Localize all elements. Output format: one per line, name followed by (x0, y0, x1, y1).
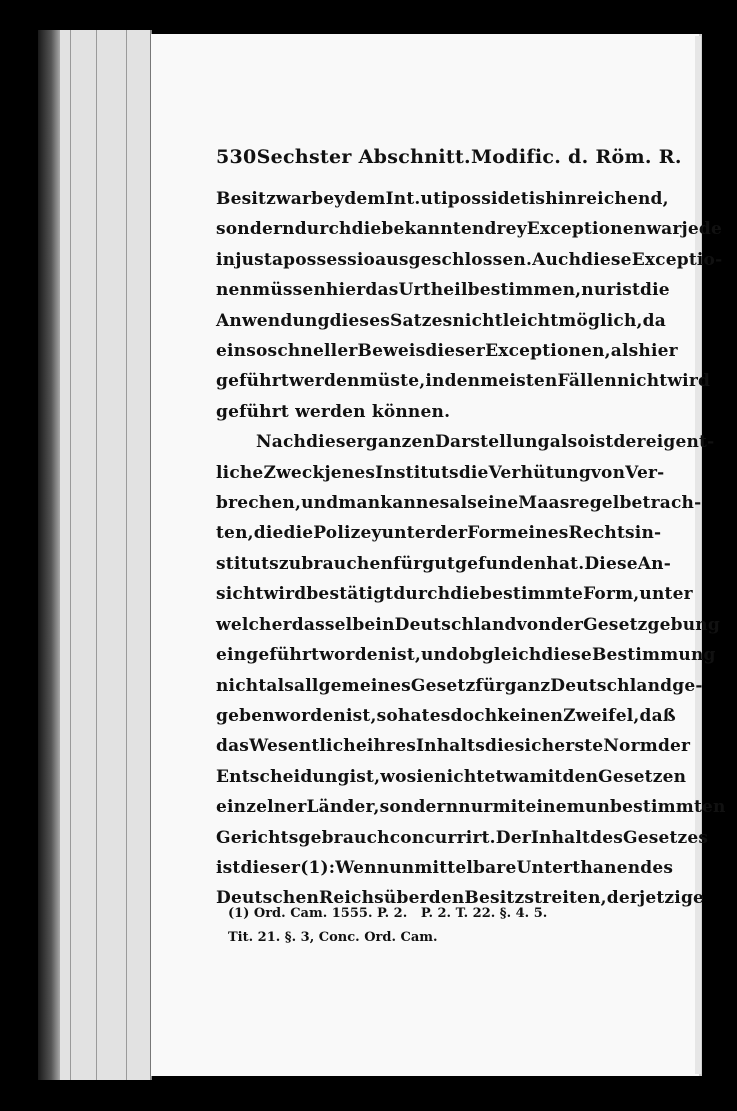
word: diese (581, 249, 632, 270)
word: einzelner (216, 797, 307, 818)
word: unbestimmten (584, 797, 726, 818)
word: sondern (379, 797, 459, 818)
word: des (590, 827, 623, 848)
word: als (610, 341, 639, 362)
word: Entscheidung (216, 766, 350, 787)
word: Int. (385, 189, 421, 209)
word: brechen, (216, 493, 302, 514)
word: in (375, 614, 395, 635)
word: jetzige (639, 888, 705, 909)
word: Zweck (263, 462, 325, 483)
word: nicht (434, 766, 485, 787)
word: ist, (349, 766, 381, 787)
word: Der (495, 827, 531, 848)
text-line (216, 579, 693, 609)
word: von (516, 614, 551, 635)
word: durch (294, 219, 352, 240)
text-line (216, 701, 676, 731)
word: diese (541, 645, 592, 666)
page-text (216, 142, 726, 914)
word: geführt (216, 371, 289, 392)
word: Zweifel, (563, 705, 640, 726)
text-line (216, 306, 666, 336)
word: Nach (256, 432, 307, 453)
word: als (449, 493, 478, 514)
word: gefunden (455, 553, 547, 574)
word: Gesetzes (622, 827, 709, 848)
word: schneller (267, 341, 358, 362)
word: werden (288, 371, 360, 392)
word: liche (216, 462, 264, 483)
word: bestimmte (480, 584, 584, 605)
word: als (266, 675, 295, 696)
text-line (216, 671, 703, 701)
word: Exceptionen (526, 219, 647, 240)
text-line (216, 275, 670, 305)
word: dasselbe (291, 614, 376, 635)
word: unter (639, 584, 693, 605)
word: der (613, 432, 646, 453)
word: obgleich (458, 645, 542, 666)
word: der (657, 736, 691, 757)
text-line (216, 792, 726, 822)
word: nicht (452, 310, 503, 331)
word: über (383, 888, 429, 909)
word: stituts (216, 553, 279, 574)
word: possessio (283, 249, 376, 270)
text-line (216, 184, 669, 214)
word: Länder, (306, 797, 380, 818)
word: den (428, 888, 465, 909)
word: Gesetz (410, 675, 476, 696)
word: Unterthanen (516, 857, 641, 878)
word: eines (517, 523, 569, 544)
word: allgemeines (294, 675, 411, 696)
word: müste, (359, 371, 426, 392)
short-title: Modific. d. Röm. R. (470, 146, 682, 168)
word: nen (216, 280, 253, 301)
word: An- (637, 553, 671, 574)
word: Inhalt (530, 827, 591, 848)
word: concurrirt. (389, 827, 496, 848)
footnote-line: Tit. 21. §. 3, Conc. Ord. Cam. (228, 930, 438, 945)
word: Verhütung (488, 462, 591, 483)
word: dieser (425, 341, 486, 362)
footnote-line: (1) Ord. Cam. 1555. P. 2. P. 2. T. 22. §. 4. 5. (228, 906, 548, 921)
word: Urtheil (398, 280, 468, 301)
word: ist (588, 432, 614, 453)
word: Instituts (375, 462, 459, 483)
spine-shadow (38, 30, 60, 1080)
word: also (549, 432, 589, 453)
word: es (429, 705, 451, 726)
word: nur (458, 797, 493, 818)
word: zu (278, 553, 302, 574)
word: eingeführt (216, 645, 320, 666)
word: unter (381, 523, 435, 544)
text-line (216, 518, 662, 548)
word: nicht (616, 371, 668, 392)
word: einem (525, 797, 585, 818)
word: Norm (603, 736, 658, 757)
word: durch (393, 584, 451, 605)
word: Darstellung (435, 432, 550, 453)
word: dieser (306, 432, 366, 453)
word: bey (311, 189, 345, 209)
word: doch (450, 705, 498, 726)
word: wo (380, 766, 407, 787)
word: ein (216, 341, 247, 362)
word: ist (615, 280, 641, 301)
body-text (216, 184, 726, 914)
word: so (246, 341, 268, 362)
word: (1): (300, 857, 336, 878)
word: wird (263, 584, 307, 605)
running-title: Sechster Abschnitt. (256, 146, 471, 168)
word: bestätigt (306, 584, 394, 605)
word: hinreichend, (545, 189, 669, 209)
text-line (216, 488, 702, 518)
word: sie (406, 766, 435, 787)
text-line (216, 366, 711, 396)
word: Gesetzen (598, 766, 687, 787)
word: hat. (546, 553, 585, 574)
word: mit (492, 797, 526, 818)
word: ist, (345, 705, 377, 726)
word: die (351, 219, 382, 240)
word: Exceptionen, (485, 341, 611, 362)
word: der (434, 523, 468, 544)
word: Deutschland (394, 614, 517, 635)
word: ten, (216, 523, 254, 544)
page-edge (695, 36, 701, 1074)
word: Besitz (464, 888, 525, 909)
word: eigent- (645, 432, 715, 453)
word: ganzen (365, 432, 436, 453)
word: es (428, 493, 450, 514)
word: uti (420, 189, 448, 209)
word: des (640, 857, 674, 878)
word: die (283, 523, 314, 544)
text-line (216, 549, 671, 579)
word: die (450, 584, 481, 605)
word: keinen (497, 705, 564, 726)
word: drey (484, 219, 527, 240)
text-line (216, 640, 716, 670)
word: Form (467, 523, 518, 544)
word: von (590, 462, 626, 483)
spine-edge-line (96, 30, 97, 1080)
word: ganz (504, 675, 551, 696)
text-line (216, 458, 665, 488)
page-header (216, 142, 682, 172)
word: Auch (532, 249, 582, 270)
word: unmittelbare (389, 857, 517, 878)
word: Rechtsin- (568, 523, 662, 544)
word: hier (638, 341, 678, 362)
page-number: 530 (216, 146, 257, 168)
word: Reichs (319, 888, 384, 909)
text-line (216, 731, 691, 761)
text-line (216, 853, 674, 883)
word: und (301, 493, 339, 514)
word: welcher (216, 614, 292, 635)
word: den (562, 766, 599, 787)
spine-edge-line (70, 30, 71, 1080)
word: da (642, 310, 666, 331)
word: eine (477, 493, 519, 514)
word: Inhalts (416, 736, 485, 757)
word: die (253, 523, 284, 544)
text-line (216, 427, 715, 457)
footnotes (228, 902, 628, 950)
word: den (444, 371, 481, 392)
text-line (216, 762, 687, 792)
word: ihres (366, 736, 417, 757)
word: Anwendung (216, 310, 330, 331)
word: für (475, 675, 505, 696)
word: die (484, 736, 515, 757)
word: betrach- (619, 493, 702, 514)
text-line (216, 610, 720, 640)
word: leicht (502, 310, 559, 331)
word: müssen (252, 280, 327, 301)
word: Exceptio- (631, 249, 723, 270)
word: ist, (390, 645, 421, 666)
word: die (458, 462, 489, 483)
word: dem (344, 189, 386, 209)
word: worden (319, 645, 391, 666)
word: jenes (324, 462, 376, 483)
word: Maasregel (518, 493, 620, 514)
word: daß (639, 705, 676, 726)
word: injusta (216, 249, 284, 270)
word: geben (216, 705, 275, 726)
word: war (275, 189, 312, 209)
word: mit (529, 766, 563, 787)
word: sondern (216, 219, 295, 240)
word: der (606, 888, 640, 909)
text-line (216, 336, 678, 366)
word: hat (397, 705, 430, 726)
word: Satzes (389, 310, 453, 331)
word: für (393, 553, 423, 574)
word: in (425, 371, 445, 392)
word: ausgeschlossen. (375, 249, 533, 270)
word: Polizey (313, 523, 382, 544)
word: so (376, 705, 398, 726)
word: possidetis (447, 189, 546, 209)
word: der (550, 614, 584, 635)
word: möglich, (558, 310, 643, 331)
word: dieses (329, 310, 390, 331)
text-line (216, 214, 723, 244)
word: die (640, 280, 670, 301)
word: Beweis (357, 341, 426, 362)
word: bestimmen, (467, 280, 582, 301)
word: das (216, 736, 250, 757)
word: jede (681, 219, 723, 240)
word: dieser (240, 857, 301, 878)
word: kann (380, 493, 429, 514)
word: ge- (672, 675, 703, 696)
word: nur (581, 280, 616, 301)
word: gut (422, 553, 455, 574)
word: Fällen (557, 371, 617, 392)
word: Gesetzgebung (583, 614, 720, 635)
text-line (216, 823, 709, 853)
word: das (365, 280, 399, 301)
word: Deutschland (550, 675, 673, 696)
word: meisten (480, 371, 558, 392)
word: etwa (484, 766, 530, 787)
word: hier (326, 280, 366, 301)
word: brauchen (301, 553, 394, 574)
word: sicherste (514, 736, 604, 757)
word: Bestimmung (591, 645, 716, 666)
word: war (646, 219, 682, 240)
text-line (216, 245, 723, 275)
word: Gerichtsgebrauch (216, 827, 390, 848)
word: Wesentliche (249, 736, 367, 757)
word: nicht (216, 675, 267, 696)
word: Wenn (335, 857, 390, 878)
word: und (421, 645, 459, 666)
word: wird (667, 371, 711, 392)
word: Besitz (216, 189, 276, 209)
text-line: geführt werden können. (216, 401, 451, 422)
word: Deutschen (216, 888, 320, 909)
spine-edge-line (126, 30, 127, 1080)
word: worden (274, 705, 346, 726)
word: Form, (583, 584, 640, 605)
word: bekannten (381, 219, 485, 240)
word: sicht (216, 584, 264, 605)
word: Diese (584, 553, 638, 574)
word: man (338, 493, 381, 514)
word: streiten, (524, 888, 607, 909)
word: ist (216, 857, 241, 878)
word: Ver- (625, 462, 665, 483)
